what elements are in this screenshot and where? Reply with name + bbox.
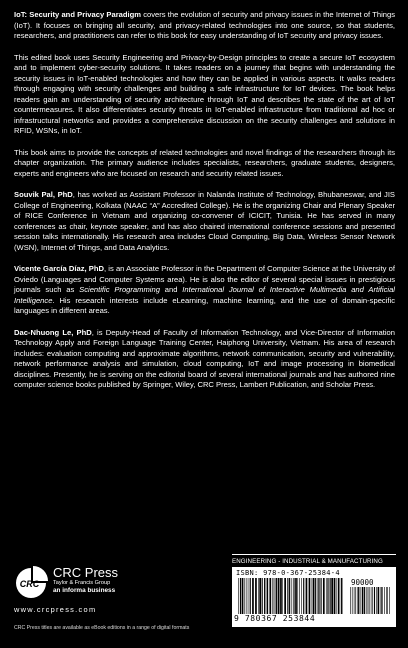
- description-paragraph-2: This edited book uses Security Engineering and Privacy-by-Design principles to create a secure IoT ecosystem and to implement cyber-security solutions. It takes readers on a journey that begins with understanding the security issues in IoT-enabled technologies and how they can be applied in various aspects. It walks readers through engaging with security challenges and building a safe infrastructure for IoT devices. The book helps readers gain an understanding of security architecture through IoT and describes the state of the art of IoT countermeasures. It also differentiates security threats in IoT-enabled infrastructure from traditional ad hoc or infrastructural networks and provides a comprehensive discussion on the security challenges and solutions in RFID, WSNs, in IoT.: [14, 52, 395, 135]
- barcode-stripe: [240, 578, 241, 614]
- subject-category: ENGINEERING - INDUSTRIAL & MANUFACTURING: [232, 554, 396, 565]
- barcode-stripe: [248, 578, 249, 614]
- barcode-stripe: [292, 578, 293, 614]
- isbn-barcode: [232, 567, 396, 627]
- barcode-stripe: [321, 578, 322, 614]
- barcode-stripe: [362, 587, 364, 614]
- barcode-stripe: [350, 587, 351, 614]
- editor-bio-diaz: Vicente García Díaz, PhD, is an Associate Professor in the Department of Computer Science at the University of Oviedo (Languages and Computer Systems area). He is also the editor of several special issues in prestigious journals such as Scientific Programming and International Journal of Interactive Multimedia and Artificial Intelligence. His research interests include eLearning, machine learning, and the use of domain-specific languages in different areas.: [14, 264, 395, 315]
- publisher-name: CRC Press: [53, 565, 119, 580]
- barcode-stripe: [331, 578, 333, 614]
- barcode-stripe: [238, 578, 239, 614]
- book-title: IoT: Security and Privacy Paradigm: [14, 10, 142, 19]
- barcode-stripe: [282, 578, 283, 614]
- barcode-stripe: [244, 578, 245, 614]
- barcode-stripe: [330, 578, 331, 614]
- barcode-stripe: [264, 578, 265, 614]
- barcode-stripe: [364, 587, 365, 614]
- publisher-business: an informa business: [53, 587, 116, 594]
- barcode-stripe: [250, 578, 251, 614]
- isbn-number: ISBN: 978-0-367-25384-4: [236, 569, 340, 577]
- barcode-stripe: [338, 578, 340, 614]
- crc-press-logo: [14, 566, 48, 600]
- editor-name-diaz: Vicente García Díaz, PhD: [14, 264, 104, 273]
- barcode-stripe: [334, 578, 336, 614]
- barcode-stripe: [242, 578, 244, 614]
- barcode-stripe: [301, 578, 302, 614]
- price-code: 90000: [351, 578, 374, 587]
- barcode-stripe: [328, 578, 329, 614]
- barcode-stripe: [295, 578, 297, 614]
- barcode-stripe: [275, 578, 276, 614]
- barcode-stripe: [269, 578, 271, 614]
- barcode-stripe: [303, 578, 304, 614]
- barcode-stripe: [382, 587, 383, 614]
- barcode-stripe: [387, 587, 388, 614]
- barcode-stripe: [341, 578, 342, 614]
- editor-name-pal: Souvik Pal, PhD: [14, 190, 73, 199]
- description-paragraph-3: This book aims to provide the concepts of related technologies and novel findings of the researchers through its chapter organization. The primary audience includes specialists, researchers, graduate students, designers, experts and engineers who are focused on research and security related issues.: [14, 147, 395, 178]
- journal-title-1: Scientific Programming: [79, 285, 160, 294]
- barcode-stripe: [352, 587, 353, 614]
- publisher-group: Taylor & Francis Group: [53, 580, 111, 586]
- barcode-stripe: [326, 578, 327, 614]
- barcode-stripe: [313, 578, 315, 614]
- barcode-stripe: [367, 587, 368, 614]
- ebook-footnote: CRC Press titles are available as eBook editions in a range of digital formats: [14, 625, 190, 631]
- barcode-stripe: [323, 578, 325, 614]
- editor-name-le: Dac-Nhuong Le, PhD: [14, 327, 92, 337]
- publisher-block: [53, 566, 118, 595]
- barcode-stripe: [276, 578, 277, 614]
- barcode-stripe: [280, 578, 282, 614]
- barcode-stripe: [378, 587, 380, 614]
- barcode-stripe: [287, 578, 288, 614]
- barcode-stripe: [272, 578, 273, 614]
- editor-bio-pal: Souvik Pal, PhD, has worked as Assistant Professor in Nalanda Institute of Technology, Bhubaneswar, and JIS College of Engineering, Kolkata (NAAC “A” Accredited College). He is the organizing Chair and Plenary Speaker of RICE Conference in Vietnam and organizing co-convener of ICICIT, Tunisia. He has served in many conferences as chair, keynote speaker, and has also chaired international conference sessions and presented session talks internationally. His research area includes Cloud Computing, Big Data, Wireless Sensor Network (WSN), Internet of Things, and Data Analytics.: [14, 190, 395, 252]
- logo-text: CRC: [19, 579, 40, 589]
- barcode-stripe: [315, 578, 316, 614]
- barcode-stripe: [381, 587, 382, 614]
- barcode-stripe: [318, 578, 319, 614]
- barcode-stripe: [293, 578, 294, 614]
- editor-bio-le: Dac-Nhuong Le, PhD, is Deputy-Head of Faculty of Information Technology, and Vice-Director of Information Technology Apply and Foreign Language Training Center, Haiphong University, Vietnam. His area of research includes: evaluation computing and approximate algorithms, network communication, security and vulnerability, network performance analysis and simulation, cloud computing, IoT and image processing in biomedical disciplines. Presently, he is serving on the editorial board of several international journals and has authored nine computer science books published by Springer, Wiley, CRC Press, Lambert Publication, and Scholar Press.: [14, 327, 395, 389]
- barcode-stripe: [266, 578, 267, 614]
- barcode-stripe: [262, 578, 263, 614]
- barcode-stripe: [278, 578, 280, 614]
- barcode-stripe: [354, 587, 355, 614]
- barcode-stripe: [297, 578, 298, 614]
- barcode-stripe: [258, 578, 259, 614]
- barcode-digits: 9 780367 253844: [234, 614, 316, 623]
- barcode-stripe: [246, 578, 247, 614]
- barcode-stripe: [299, 578, 300, 614]
- barcode-bars: [238, 578, 343, 614]
- barcode-stripe: [289, 578, 290, 614]
- barcode-stripe: [369, 587, 370, 614]
- barcode-stripe: [357, 587, 358, 614]
- barcode-stripe: [355, 587, 356, 614]
- description-paragraph-1: IoT: Security and Privacy Paradigm covers the evolution of security and privacy issues in the Internet of Things (IoT). It focuses on bringing all security, and privacy-related technologies into one source, so that students, researchers, and practitioners can refer to this book for easy understanding of IoT security and privacy issues.: [14, 10, 396, 40]
- barcode-stripe: [371, 587, 372, 614]
- barcode-stripe: [319, 578, 320, 614]
- barcode-stripe: [327, 578, 328, 614]
- barcode-stripe: [252, 578, 254, 614]
- barcode-stripe: [274, 578, 275, 614]
- publisher-website: www.crcpress.com: [14, 605, 97, 614]
- barcode-stripe: [386, 587, 387, 614]
- barcode-stripe: [255, 578, 257, 614]
- journal-title-2: International Journal of Interactive Multimedia and Artificial Intelligence: [14, 285, 395, 305]
- barcode-stripe: [372, 587, 373, 614]
- barcode-stripe: [376, 587, 377, 614]
- barcode-stripe: [306, 578, 308, 614]
- barcode-stripe: [368, 587, 369, 614]
- barcode-stripe: [309, 578, 311, 614]
- barcode-stripe: [284, 578, 286, 614]
- barcode-stripe: [389, 587, 390, 614]
- barcode-stripe: [259, 578, 261, 614]
- barcode-stripe: [312, 578, 313, 614]
- barcode-stripe: [336, 578, 337, 614]
- barcode-stripe: [384, 587, 385, 614]
- barcode-stripe: [374, 587, 375, 614]
- barcode-stripe: [267, 578, 268, 614]
- barcode-stripe: [358, 587, 359, 614]
- back-cover-text: [14, 10, 395, 402]
- barcode-stripe: [360, 587, 361, 614]
- barcode-addon-bars: [350, 587, 390, 614]
